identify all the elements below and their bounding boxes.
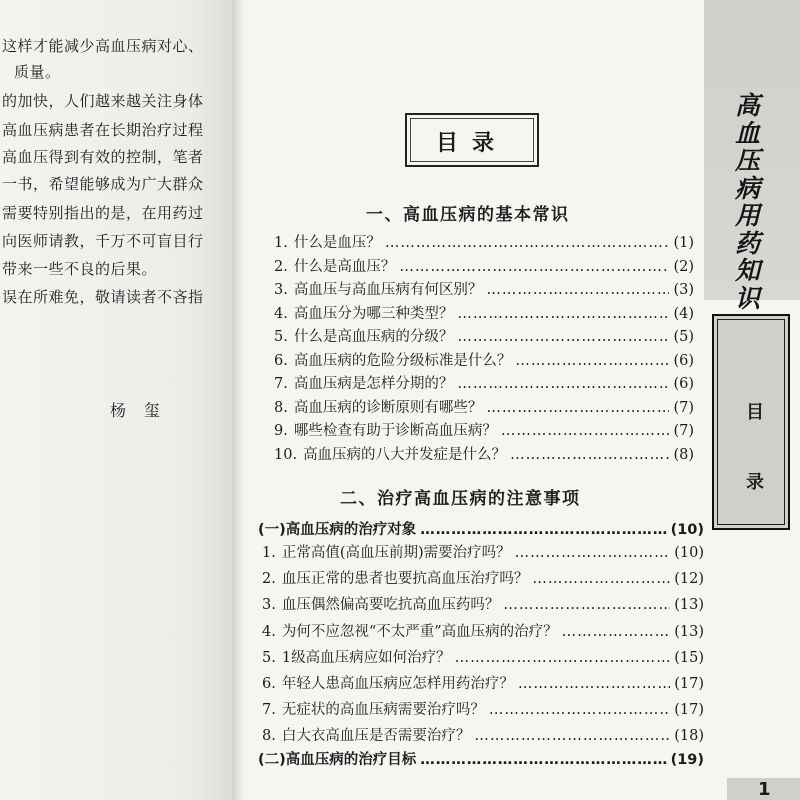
leader-dots [489, 699, 670, 721]
page-number: 1 [758, 779, 771, 800]
toc-item-label: 白大衣高血压是否需要治疗？ [281, 728, 471, 745]
book-title-char: 血 [735, 118, 761, 148]
toc-item[interactable] [274, 256, 694, 278]
preface-line: 向医师请教，千万不可盲目行 [2, 232, 204, 250]
toc-item[interactable] [274, 444, 694, 466]
toc-item-label: 高血压病的八大并发症是什么？ [303, 446, 507, 463]
leader-dots [385, 232, 670, 254]
toc-page-number: (4) [673, 305, 694, 322]
toc-page-number: (6) [673, 376, 694, 392]
toc-item[interactable] [274, 397, 694, 419]
leader-dots [420, 749, 666, 771]
toc-item-label: 高血压与高血压病有何区别？ [293, 282, 483, 298]
leader-dots [532, 568, 670, 590]
toc-page-number: (6) [673, 352, 694, 369]
toc-item[interactable] [274, 279, 694, 301]
toc-subsection-label: (二)高血压病的治疗目标 [258, 752, 417, 768]
leader-dots [399, 256, 669, 278]
leader-dots [420, 519, 666, 541]
toc-item[interactable] [262, 542, 704, 564]
toc-item[interactable] [274, 420, 694, 442]
toc-item-label: 哪些检查有助于诊断高血压病？ [293, 423, 497, 439]
preface-line: 需要特别指出的是，在用药过 [2, 204, 204, 222]
author-signature: 杨玺 [110, 401, 179, 420]
leader-dots [457, 326, 669, 348]
section-heading-2: 二、治疗高血压病的注意事项 [340, 489, 581, 509]
toc-item[interactable] [274, 303, 694, 325]
toc-item-number: 2. [274, 258, 288, 275]
toc-item-number: 3. [262, 597, 276, 614]
toc-page-number: (18) [674, 728, 704, 745]
toc-item[interactable] [274, 326, 694, 348]
toc-page-number: (1) [673, 235, 694, 251]
toc-item[interactable] [262, 621, 704, 643]
toc-subsection-label: (一)高血压病的治疗对象 [258, 522, 417, 538]
toc-item-label: 高血压病的危险分级标准是什么？ [293, 352, 512, 369]
book-title-char: 识 [735, 283, 761, 313]
toc-item-number: 2. [262, 571, 276, 588]
toc-page-number: (13) [674, 623, 704, 640]
toc-item-number: 8. [262, 728, 276, 745]
book-title-char: 病 [735, 173, 761, 203]
leader-dots [503, 594, 670, 616]
book-title-char: 药 [735, 228, 761, 258]
leader-dots [518, 673, 670, 695]
toc-page-number: (5) [673, 329, 694, 345]
toc-item[interactable] [262, 647, 704, 669]
toc-item-label: 血压正常的患者也要抗高血压治疗吗？ [281, 571, 529, 588]
leader-dots [455, 647, 671, 669]
toc-item[interactable] [262, 725, 704, 747]
toc-item[interactable] [262, 673, 704, 695]
toc-item-number: 3. [274, 282, 288, 298]
toc-item-number: 10. [274, 446, 298, 463]
toc-item-number: 4. [262, 623, 276, 640]
toc-page-number: (7) [673, 399, 694, 416]
preface-line: 这样才能减少高血压病对心、 [2, 37, 204, 55]
toc-item-label: 什么是血压？ [293, 235, 381, 251]
leader-dots [457, 303, 669, 325]
toc-page-number: (8) [673, 446, 694, 463]
preface-line: 的加快，人们越来越关注身体 [2, 92, 204, 110]
toc-item-number: 8. [274, 399, 288, 416]
toc-item-number: 1. [262, 545, 276, 561]
toc-item[interactable] [274, 350, 694, 372]
toc-page-number: (13) [674, 597, 704, 614]
leader-dots [486, 279, 669, 301]
book-title-char: 压 [735, 146, 761, 175]
preface-line: 高血压病患者在长期治疗过程 [2, 121, 204, 139]
toc-item-number: 6. [274, 352, 288, 369]
toc-item-label: 高血压病是怎样分期的？ [293, 376, 454, 392]
toc-title-frame [405, 113, 539, 167]
leader-dots [562, 621, 671, 643]
toc-item-number: 7. [274, 376, 288, 392]
book-title-char: 用 [735, 201, 761, 230]
toc-item[interactable] [274, 373, 694, 395]
toc-page-number: (3) [673, 282, 694, 298]
preface-line: 质量。 [14, 63, 61, 81]
leader-dots [457, 373, 669, 395]
toc-item-number: 5. [262, 649, 276, 666]
toc-item-label: 什么是高血压？ [293, 258, 396, 275]
book-title-char: 知 [735, 256, 761, 285]
toc-title: 目录 [435, 131, 508, 156]
toc-page-number: (15) [674, 649, 704, 666]
toc-page-number: (10) [674, 545, 704, 561]
toc-page-number: (12) [674, 571, 704, 588]
toc-item-label: 什么是高血压病的分级？ [293, 329, 454, 345]
toc-item-number: 9. [274, 423, 288, 439]
toc-item-label: 高血压分为哪三种类型？ [293, 305, 454, 322]
leader-dots [486, 397, 669, 419]
toc-page-number: (17) [674, 702, 704, 719]
preface-line: 带来一些不良的后果。 [2, 260, 158, 278]
leader-dots [501, 420, 670, 442]
preface-line: 高血压得到有效的控制，笔者 [2, 148, 204, 166]
toc-page-number: (10) [670, 522, 704, 538]
toc-subsection-2[interactable] [258, 749, 704, 771]
section-heading-1: 一、高血压病的基本常识 [366, 205, 570, 225]
book-spine [232, 0, 244, 800]
leader-dots [510, 444, 669, 466]
book-title-char: 高 [735, 91, 761, 120]
toc-page-number: (19) [670, 752, 704, 768]
toc-item-number: 7. [262, 702, 276, 719]
left-page [0, 0, 238, 800]
section-tab-char: 目 [746, 402, 764, 423]
leader-dots [474, 725, 670, 747]
toc-item[interactable] [262, 594, 704, 616]
toc-item-label: 高血压病的诊断原则有哪些？ [293, 399, 483, 416]
preface-line: 误在所难免，敬请读者不吝指 [2, 288, 204, 306]
toc-page-number: (17) [674, 676, 704, 692]
toc-item-label: 为何不应忽视“不太严重”高血压病的治疗？ [281, 623, 558, 640]
toc-item-label: 年轻人患高血压病应怎样用药治疗？ [281, 676, 514, 692]
toc-item-label: 血压偶然偏高要吃抗高血压药吗？ [281, 597, 500, 614]
toc-page-number: (2) [673, 258, 694, 275]
toc-item[interactable] [274, 232, 694, 254]
section-tab-char: 录 [746, 472, 764, 493]
leader-dots [515, 542, 671, 564]
toc-item-number: 4. [274, 305, 288, 322]
toc-item-number: 1. [274, 235, 288, 251]
toc-item[interactable] [262, 568, 704, 590]
toc-page-number: (7) [673, 423, 694, 439]
toc-subsection-1[interactable] [258, 519, 704, 541]
preface-line: 一书，希望能够成为广大群众 [2, 175, 204, 193]
toc-item[interactable] [262, 699, 704, 721]
toc-item-label: 正常高值(高血压前期)需要治疗吗？ [281, 545, 511, 561]
toc-item-number: 5. [274, 329, 288, 345]
leader-dots [515, 350, 669, 372]
toc-item-label: 无症状的高血压病需要治疗吗？ [281, 702, 485, 719]
toc-item-number: 6. [262, 676, 276, 692]
toc-item-label: 1级高血压病应如何治疗？ [281, 649, 451, 666]
